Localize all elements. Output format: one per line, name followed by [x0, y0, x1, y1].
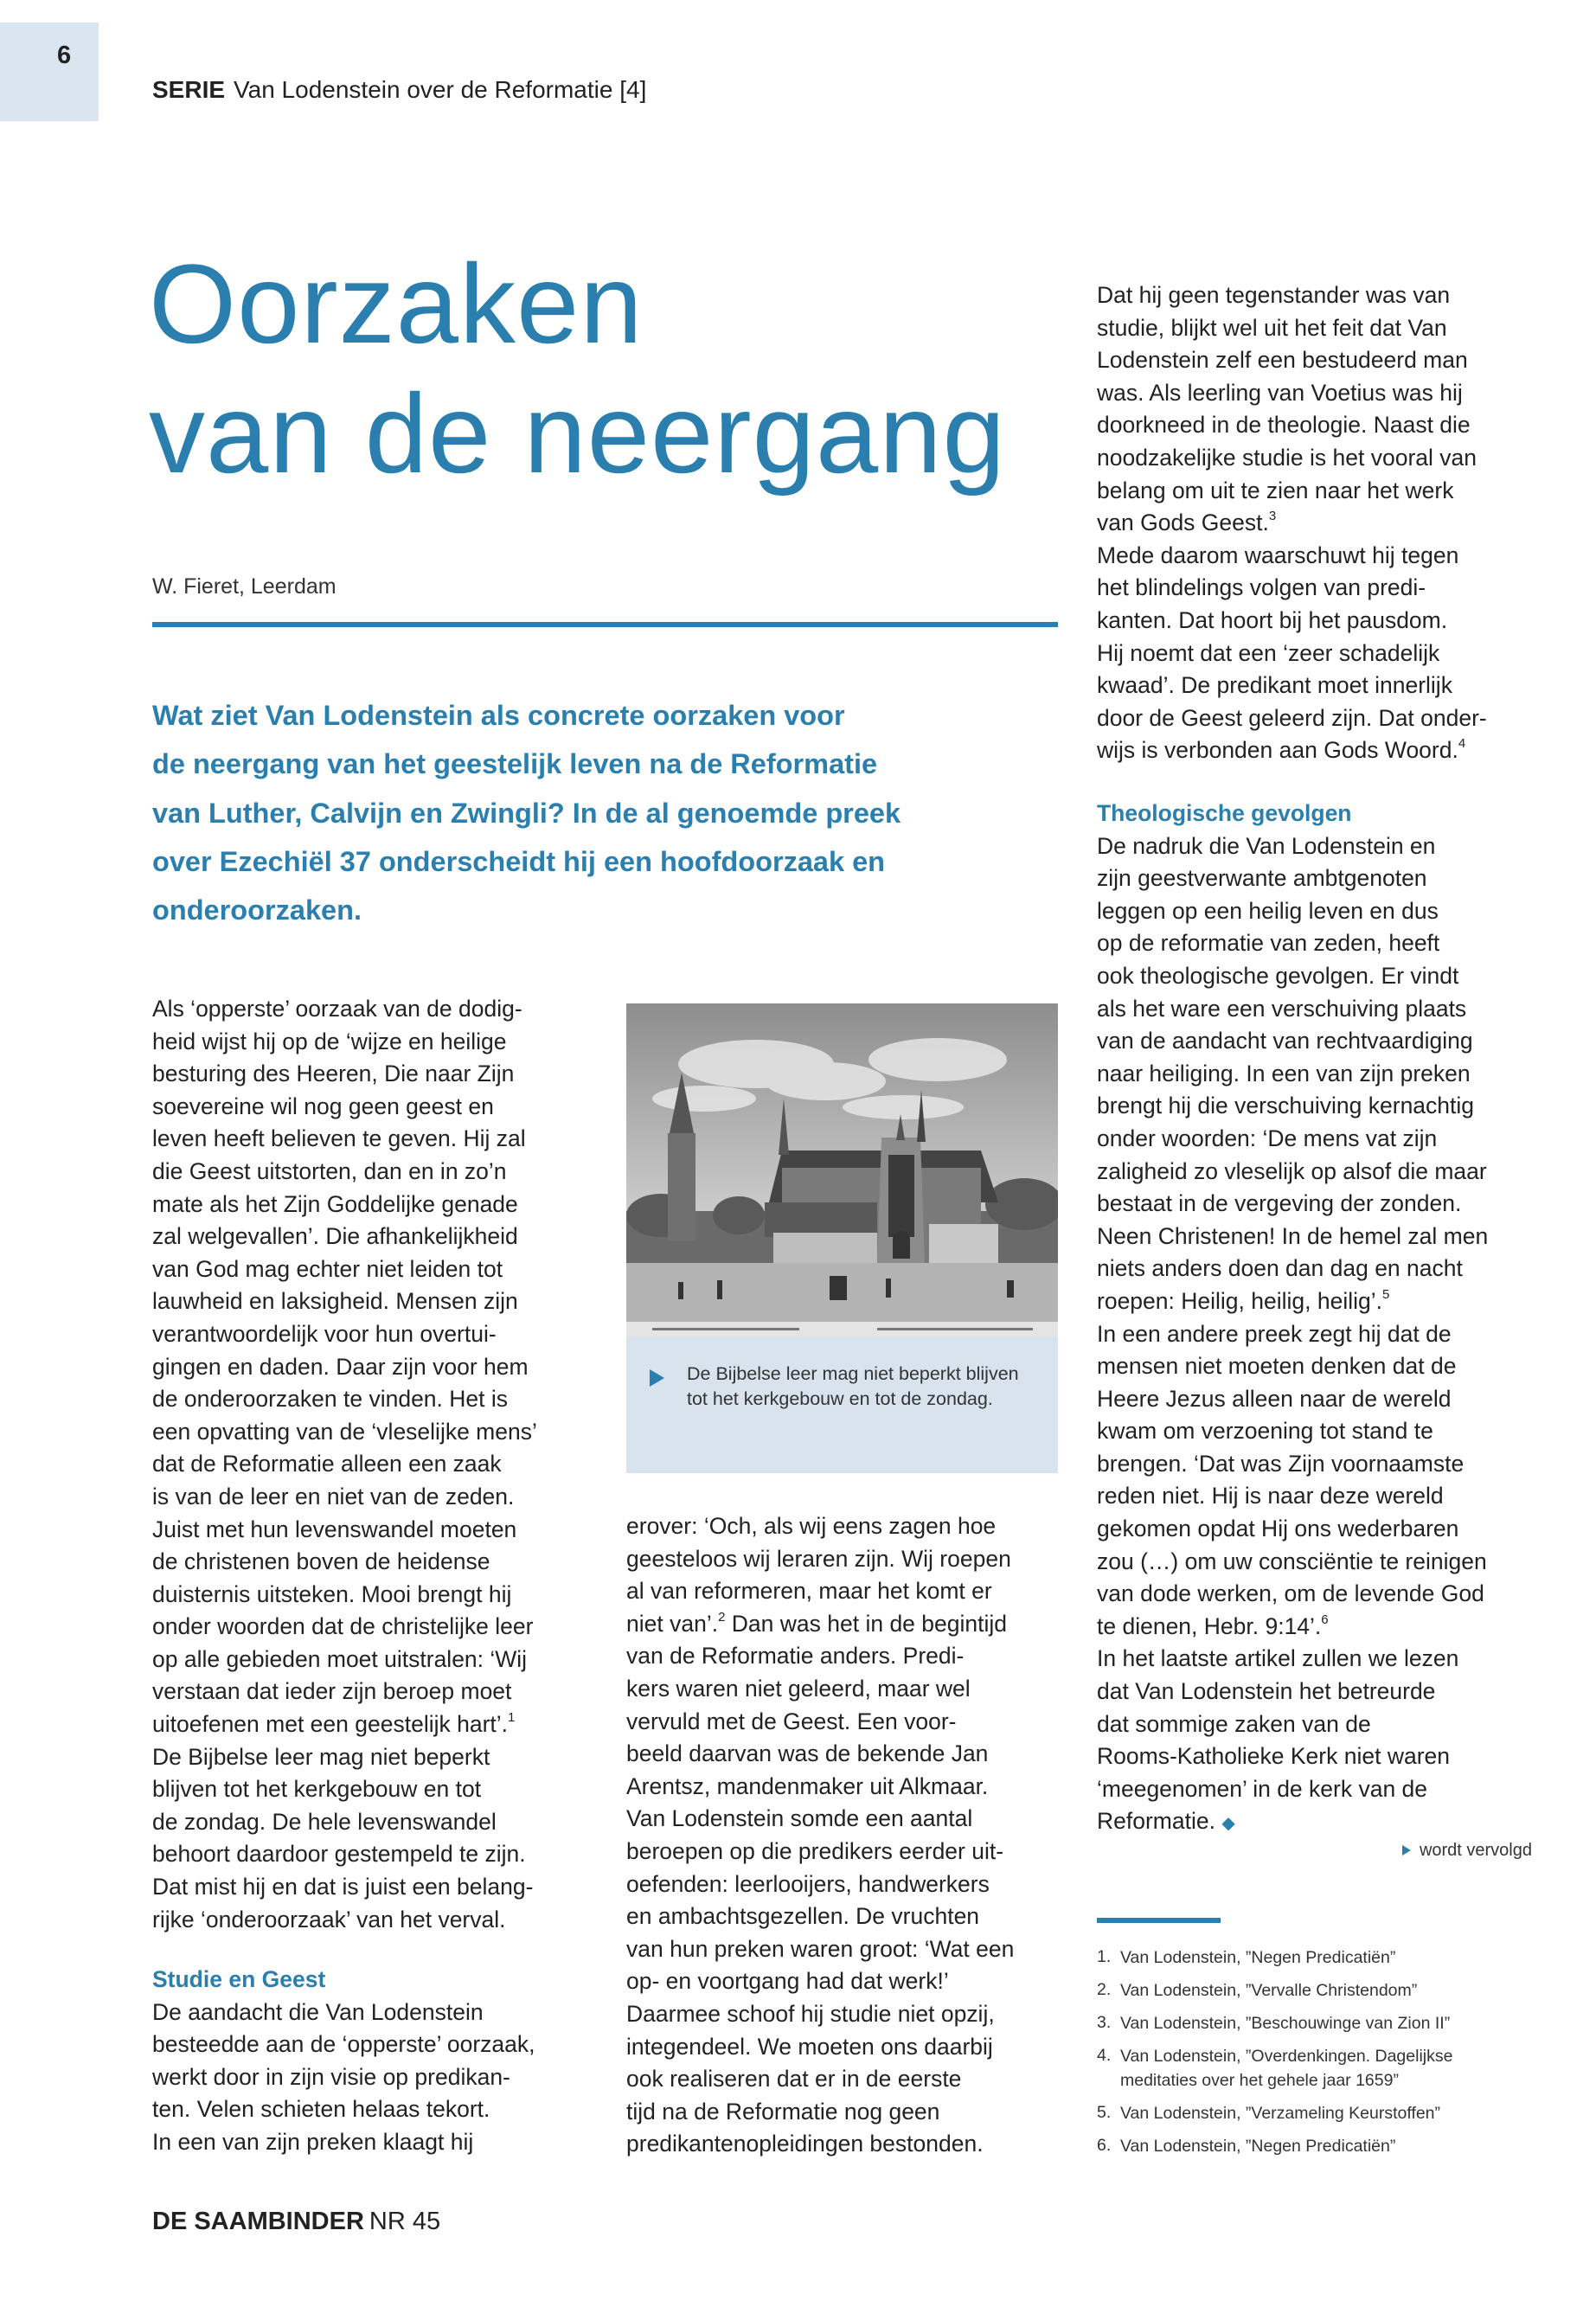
text-line: [1097, 377, 1487, 410]
line-text: doorkneed in de theologie. Naast die: [1097, 412, 1471, 439]
line-text: zaligheid zo vleselijk op alsof die maar: [1097, 1157, 1487, 1184]
line-text: een opvatting van de ‘vleselijke mens’: [152, 1418, 537, 1445]
line-text: niets anders doen dan dag en nacht: [1097, 1255, 1463, 1282]
line-text: Rooms-Katholieke Kerk niet waren: [1097, 1743, 1450, 1770]
text-line: [626, 1998, 1014, 2031]
footnote-text: Van Lodenstein, ”Negen Predicatiën”: [1120, 2137, 1396, 2156]
lead-line: van Luther, Calvijn en Zwingli? In de al genoemde preek: [152, 797, 901, 829]
text-line: [152, 1285, 537, 1318]
text-line: [152, 1644, 537, 1676]
line-text: ‘meegenomen’ in de kerk van de: [1097, 1775, 1428, 1802]
footnote-ref: 5: [1381, 1286, 1390, 1302]
line-text: brengen. ‘Dat was Zijn voornaamste: [1097, 1450, 1465, 1477]
text-line: [626, 1738, 1014, 1771]
line-text: uitoefenen met een geestelijk hart’.: [152, 1711, 509, 1738]
line-text: In een van zijn preken klaagt hij: [152, 2128, 474, 2155]
footer: [152, 2208, 440, 2236]
line-text: op- en voortgang had dat werk!’: [626, 1968, 949, 1995]
line-text: Heere Jezus alleen naar de wereld: [1097, 1385, 1452, 1412]
footnotes-divider: [1097, 1918, 1221, 1923]
series-label: SERIE: [152, 76, 226, 103]
line-text: te dienen, Hebr. 9:14’.: [1097, 1612, 1322, 1639]
footnote-number: 4.: [1097, 2046, 1112, 2065]
text-line: [1097, 1513, 1488, 1546]
line-text: Daarmee schoof hij studie niet opzij,: [626, 2000, 995, 2027]
line-text: mate als het Zijn Goddelijke genade: [152, 1190, 518, 1217]
text-line: [626, 1900, 1014, 1933]
lead-line: over Ezechiël 37 onderscheidt hij een hoofdoorzaak en: [152, 845, 886, 877]
text-line: [152, 1448, 537, 1481]
line-text: Dan was het in de begintijd: [725, 1610, 1007, 1637]
line-text: al van reformeren, maar het komt er: [626, 1578, 992, 1605]
text-line: [1097, 409, 1487, 442]
text-line: [1097, 1188, 1488, 1221]
text-line: [152, 1741, 537, 1774]
line-text: van hun preken waren groot: ‘Wat een: [626, 1935, 1015, 1962]
text-line: [1097, 830, 1488, 863]
line-text: Als ‘opperste’ oorzaak van de dodig-: [152, 996, 522, 1022]
footnote: [1097, 1974, 1452, 2007]
line-text: belang om uit te zien naar het werk: [1097, 477, 1454, 503]
lead-paragraph: [152, 691, 1069, 934]
line-text: beeld daarvan was de bekende Jan: [626, 1740, 989, 1767]
section-heading: [1097, 798, 1488, 830]
line-text: dat sommige zaken van de: [1097, 1710, 1371, 1737]
line-text: oefenden: leerlooijers, handwerkers: [626, 1870, 990, 1897]
line-text: De Bijbelse leer mag niet beperkt: [152, 1743, 490, 1770]
text-line: [1097, 507, 1487, 540]
line-text: zijn geestverwante ambtgenoten: [1097, 865, 1427, 892]
footnote-number: 6.: [1097, 2136, 1112, 2155]
text-line: [626, 1803, 1014, 1836]
line-text: noodzakelijke studie is het vooral van: [1097, 444, 1477, 471]
line-text: van dode werken, om de levende God: [1097, 1580, 1484, 1607]
line-text: lauwheid en laksigheid. Mensen zijn: [152, 1288, 518, 1315]
footnote-number: 3.: [1097, 2013, 1112, 2032]
text-line: [1097, 1058, 1488, 1091]
line-text: niet van’.: [626, 1610, 719, 1637]
to-be-continued: [1367, 1841, 1532, 1861]
text-line: [626, 1933, 1014, 1966]
text-line: [1097, 1025, 1488, 1058]
line-text: Studie en Geest: [152, 1966, 326, 1992]
line-text: Theologische gevolgen: [1097, 800, 1352, 826]
line-text: onder woorden dat de christelijke leer: [152, 1613, 534, 1640]
text-line: [626, 2128, 1014, 2161]
text-line: [1097, 734, 1487, 767]
lead-line: Wat ziet Van Lodenstein als concrete oorzaken voor: [152, 700, 845, 731]
line-text: behoort daardoor gestempeld te zijn.: [152, 1841, 526, 1868]
footnote-text: Van Lodenstein, ”Overdenkingen. Dagelijkse meditaties over het gehele jaar 1659”: [1120, 2047, 1453, 2090]
line-text: naar heiliging. In een van zijn preken: [1097, 1060, 1471, 1086]
line-text: wijs is verbonden aan Gods Woord.: [1097, 737, 1458, 764]
text-line: [1097, 572, 1487, 605]
footnote: [1097, 2007, 1452, 2040]
text-line: [1097, 960, 1488, 993]
line-text: de christenen boven de heidense: [152, 1548, 490, 1575]
page-number: 6: [57, 42, 72, 69]
text-line: [1097, 1740, 1488, 1773]
line-text: kanten. Dat hoort bij het pausdom.: [1097, 606, 1448, 633]
text-line: [626, 1575, 1014, 1608]
text-line: [152, 1058, 537, 1091]
text-line: [1097, 1708, 1488, 1741]
text-line: [152, 1416, 537, 1449]
text-line: [626, 1673, 1014, 1706]
line-text: op alle gebieden moet uitstralen: ‘Wij: [152, 1645, 528, 1672]
line-text: Arentsz, mandenmaker uit Alkmaar.: [626, 1772, 989, 1799]
text-line: [152, 1773, 537, 1806]
text-line: [1097, 702, 1487, 735]
line-text: ten. Velen schieten helaas tekort.: [152, 2096, 490, 2123]
text-line: [1097, 638, 1487, 670]
line-text: predikantenopleidingen bestonden.: [626, 2131, 984, 2157]
text-line: [626, 1510, 1014, 1543]
footnote-ref: 3: [1268, 509, 1277, 524]
text-line: [1097, 312, 1487, 345]
triangle-right-icon: [1402, 1845, 1411, 1856]
line-text: beroepen op die predikers eerder uit-: [626, 1837, 1004, 1864]
text-line: [1097, 1285, 1488, 1318]
issue-number: NR 45: [369, 2208, 441, 2235]
footnote: [1097, 2130, 1452, 2163]
line-text: zou (…) om uw consciëntie te reinigen: [1097, 1548, 1487, 1574]
line-text: Dat mist hij en dat is juist een belang-: [152, 1874, 534, 1900]
line-text: tijd na de Reformatie nog geen: [626, 2098, 940, 2125]
line-text: ook realiseren dat er in de eerste: [626, 2066, 962, 2093]
text-line: [1097, 1156, 1488, 1189]
line-text: In een andere preek zegt hij dat de: [1097, 1320, 1452, 1347]
lead-line: de neergang van het geestelijk leven na de Reformatie: [152, 748, 878, 780]
line-text: Lodenstein zelf een bestudeerd man: [1097, 347, 1468, 374]
line-text: de onderoorzaken te vinden. Het is: [152, 1386, 509, 1413]
text-line: [1097, 927, 1488, 960]
article-title-line2: van de neergang: [149, 370, 1006, 497]
series-header: [152, 76, 646, 104]
text-line: [152, 1026, 537, 1059]
text-line: [1097, 1383, 1488, 1416]
text-line: [626, 1868, 1014, 1901]
footnote-ref: 1: [508, 1710, 516, 1726]
line-text: kwam om verzoening tot stand te: [1097, 1418, 1433, 1445]
text-line: [152, 1123, 537, 1156]
text-line: [152, 1351, 537, 1384]
line-text: duisternis uitsteken. Mooi brengt hij: [152, 1580, 512, 1607]
line-text: Hij noemt dat een ‘zeer schadelijk: [1097, 639, 1440, 666]
text-line: [626, 2063, 1014, 2096]
line-text: van de Reformatie anders. Predi-: [626, 1643, 965, 1670]
text-line: [1097, 1448, 1488, 1481]
text-line: [626, 1771, 1014, 1804]
line-text: leggen op een heilig leven en dus: [1097, 897, 1439, 924]
line-text: leven heeft believen te geven. Hij zal: [152, 1125, 526, 1152]
line-text: roepen: Heilig, heilig, heilig’.: [1097, 1287, 1382, 1314]
footnote-text: Van Lodenstein, ”Verzameling Keurstoffen”: [1120, 2104, 1441, 2123]
text-line: [1097, 1090, 1488, 1123]
line-text: het blindelings volgen van predi-: [1097, 574, 1426, 601]
footnote: [1097, 2040, 1452, 2097]
line-text: brengt hij die verschuiving kernachtig: [1097, 1093, 1475, 1119]
text-line: [1097, 895, 1488, 928]
footnote-text: Van Lodenstein, ”Negen Predicatiën”: [1120, 1948, 1396, 1967]
footnote-ref: 6: [1321, 1612, 1329, 1627]
text-line: [626, 1836, 1014, 1868]
line-text: gekomen opdat Hij ons wederbaren: [1097, 1516, 1459, 1542]
footnote: [1097, 1941, 1452, 1974]
text-line: [1097, 605, 1487, 638]
text-line: [1097, 1480, 1488, 1513]
text-line: [1097, 344, 1487, 377]
line-text: Mede daarom waarschuwt hij tegen: [1097, 542, 1459, 568]
text-line: [1097, 442, 1487, 475]
text-line: [626, 2096, 1014, 2129]
text-line: [152, 1579, 537, 1612]
footnote-ref: 2: [718, 1609, 726, 1625]
line-text: als het ware een verschuiving plaats: [1097, 995, 1467, 1022]
text-line: [1097, 1123, 1488, 1156]
line-text: die Geest uitstorten, dan en in zo’n: [152, 1157, 507, 1184]
text-line: [626, 2031, 1014, 2064]
line-text: dat Van Lodenstein het betreurde: [1097, 1678, 1436, 1705]
body-column-3-section-theologie: [1097, 798, 1488, 1838]
footnotes-list: [1097, 1941, 1452, 2163]
line-text: zal welgevallen’. Die afhankelijkheid: [152, 1223, 518, 1250]
text-line: [152, 1091, 537, 1124]
line-text: De aandacht die Van Lodenstein: [152, 1998, 484, 2025]
end-diamond-icon: ◆: [1221, 1814, 1235, 1834]
line-text: dat de Reformatie alleen een zaak: [152, 1451, 502, 1477]
line-text: reden niet. Hij is naar deze wereld: [1097, 1483, 1444, 1509]
line-text: mensen niet moeten denken dat de: [1097, 1353, 1457, 1380]
text-line: [626, 1706, 1014, 1739]
line-text: verstaan dat ieder zijn beroep moet: [152, 1678, 512, 1705]
footnote-number: 1.: [1097, 1947, 1112, 1966]
text-line: [1097, 993, 1488, 1026]
line-text: door de Geest geleerd zijn. Dat onder-: [1097, 704, 1487, 731]
text-line: [152, 1611, 537, 1644]
text-line: [1097, 1773, 1488, 1806]
text-line: [1097, 1253, 1488, 1285]
line-text: ook theologische gevolgen. Er vindt: [1097, 962, 1459, 989]
series-title: Van Lodenstein over de Reformatie [4]: [234, 76, 647, 103]
line-text: Neen Christenen! In de hemel zal men: [1097, 1222, 1489, 1249]
line-text: Dat hij geen tegenstander was van: [1097, 282, 1451, 308]
text-line: [152, 1481, 537, 1514]
line-text: kwaad’. De predikant moet innerlijk: [1097, 672, 1452, 699]
triangle-right-icon: [650, 1369, 664, 1387]
body-column-2: [626, 1510, 1014, 2161]
text-line: [1097, 1805, 1488, 1838]
line-text: was. Als leerling van Voetius was hij: [1097, 379, 1463, 406]
line-text: rijke ‘onderoorzaak’ van het verval.: [152, 1906, 506, 1932]
text-line: [152, 1189, 537, 1221]
section-heading: [152, 1964, 535, 1997]
line-text: Reformatie.: [1097, 1808, 1222, 1835]
magazine-name: DE SAAMBINDER: [152, 2208, 364, 2235]
text-line: [626, 1965, 1014, 1998]
text-line: [1097, 1415, 1488, 1448]
line-text: blijven tot het kerkgebouw en tot: [152, 1776, 482, 1803]
text-line: [152, 2061, 535, 2094]
text-line: [626, 1543, 1014, 1576]
line-text: Juist met hun levenswandel moeten: [152, 1516, 517, 1542]
line-text: van God mag echter niet leiden tot: [152, 1255, 503, 1282]
body-column-1: [152, 993, 537, 1936]
text-line: [1097, 1546, 1488, 1579]
footnote: [1097, 2097, 1452, 2130]
line-text: besteedde aan de ‘opperste’ oorzaak,: [152, 2031, 535, 2058]
line-text: besturing des Heeren, Die naar Zijn: [152, 1061, 515, 1087]
line-text: werkt door in zijn visie op predikan-: [152, 2063, 510, 2090]
line-text: verantwoordelijk voor hun overtui-: [152, 1320, 497, 1347]
line-text: van Gods Geest.: [1097, 510, 1269, 536]
text-line: [626, 1608, 1014, 1641]
text-line: [1097, 475, 1487, 508]
text-line: [152, 2093, 535, 2126]
text-line: [1097, 1676, 1488, 1708]
text-line: [152, 1546, 537, 1579]
text-line: [1097, 1221, 1488, 1253]
author: W. Fieret, Leerdam: [152, 574, 337, 599]
line-text: en ambachtsgezellen. De vruchten: [626, 1903, 980, 1930]
to-be-continued-label: wordt vervolgd: [1419, 1841, 1532, 1860]
text-line: [152, 1221, 537, 1253]
text-line: [152, 1871, 537, 1904]
line-text: kers waren niet geleerd, maar wel: [626, 1675, 971, 1702]
line-text: integendeel. We moeten ons daarbij: [626, 2033, 993, 2060]
line-text: geesteloos wij leraren zijn. Wij roepen: [626, 1545, 1011, 1572]
footnote-ref: 4: [1458, 736, 1466, 752]
text-line: [152, 2126, 535, 2159]
line-text: soevereine wil nog geen geest en: [152, 1093, 494, 1119]
line-text: bestaat in de vergeving der zonden.: [1097, 1190, 1462, 1217]
text-line: [152, 1997, 535, 2029]
line-text: gingen en daden. Daar zijn voor hem: [152, 1353, 529, 1380]
text-line: [152, 1904, 537, 1937]
line-text: onder woorden: ‘De mens vat zijn: [1097, 1125, 1438, 1151]
text-line: [152, 1806, 537, 1839]
line-text: is van de leer en niet van de zeden.: [152, 1483, 515, 1509]
text-line: [1097, 1578, 1488, 1611]
text-line: [152, 1838, 537, 1871]
article-title-line1: Oorzaken: [149, 240, 644, 367]
footnote-text: Van Lodenstein, ”Vervalle Christendom”: [1120, 1981, 1418, 2000]
text-line: [152, 1708, 537, 1741]
footnote-text: Van Lodenstein, ”Beschouwinge van Zion II”: [1120, 2014, 1451, 2033]
footnote-number: 5.: [1097, 2103, 1112, 2122]
line-text: De nadruk die Van Lodenstein en: [1097, 832, 1436, 859]
line-text: In het laatste artikel zullen we lezen: [1097, 1645, 1459, 1672]
line-text: vervuld met de Geest. Een voor-: [626, 1708, 957, 1734]
text-line: [1097, 670, 1487, 702]
line-text: heid wijst hij op de ‘wijze en heilige: [152, 1028, 507, 1054]
text-line: [1097, 279, 1487, 312]
body-column-1-section-studie: [152, 1964, 535, 2159]
lead-line: onderoorzaken.: [152, 894, 362, 926]
text-line: [1097, 1611, 1488, 1644]
text-line: [1097, 1643, 1488, 1676]
line-text: Van Lodenstein somde een aantal: [626, 1805, 973, 1832]
text-line: [152, 2029, 535, 2061]
text-line: [1097, 1318, 1488, 1351]
line-text: erover: ‘Och, als wij eens zagen hoe: [626, 1513, 997, 1539]
text-line: [626, 1640, 1014, 1673]
text-line: [152, 1514, 537, 1547]
text-line: [152, 1156, 537, 1189]
text-line: [1097, 862, 1488, 895]
line-text: op de reformatie van zeden, heeft: [1097, 930, 1440, 957]
title-divider: [152, 622, 1058, 627]
line-text: van de aandacht van rechtvaardiging: [1097, 1028, 1473, 1054]
text-line: [152, 1383, 537, 1416]
text-line: [152, 993, 537, 1026]
text-line: [1097, 1350, 1488, 1383]
body-column-3: [1097, 279, 1487, 767]
line-text: studie, blijkt wel uit het feit dat Van: [1097, 314, 1447, 341]
church-engraving-image: [626, 1003, 1058, 1337]
figure-caption: De Bijbelse leer mag niet beperkt blijven tot het kerkgebouw en tot de zondag.: [687, 1363, 1019, 1409]
text-line: [152, 1318, 537, 1351]
figure-caption-box: [626, 1337, 1058, 1473]
footnote-number: 2.: [1097, 1980, 1112, 1999]
line-text: de zondag. De hele levenswandel: [152, 1808, 497, 1835]
text-line: [152, 1676, 537, 1708]
text-line: [152, 1253, 537, 1286]
text-line: [1097, 540, 1487, 573]
